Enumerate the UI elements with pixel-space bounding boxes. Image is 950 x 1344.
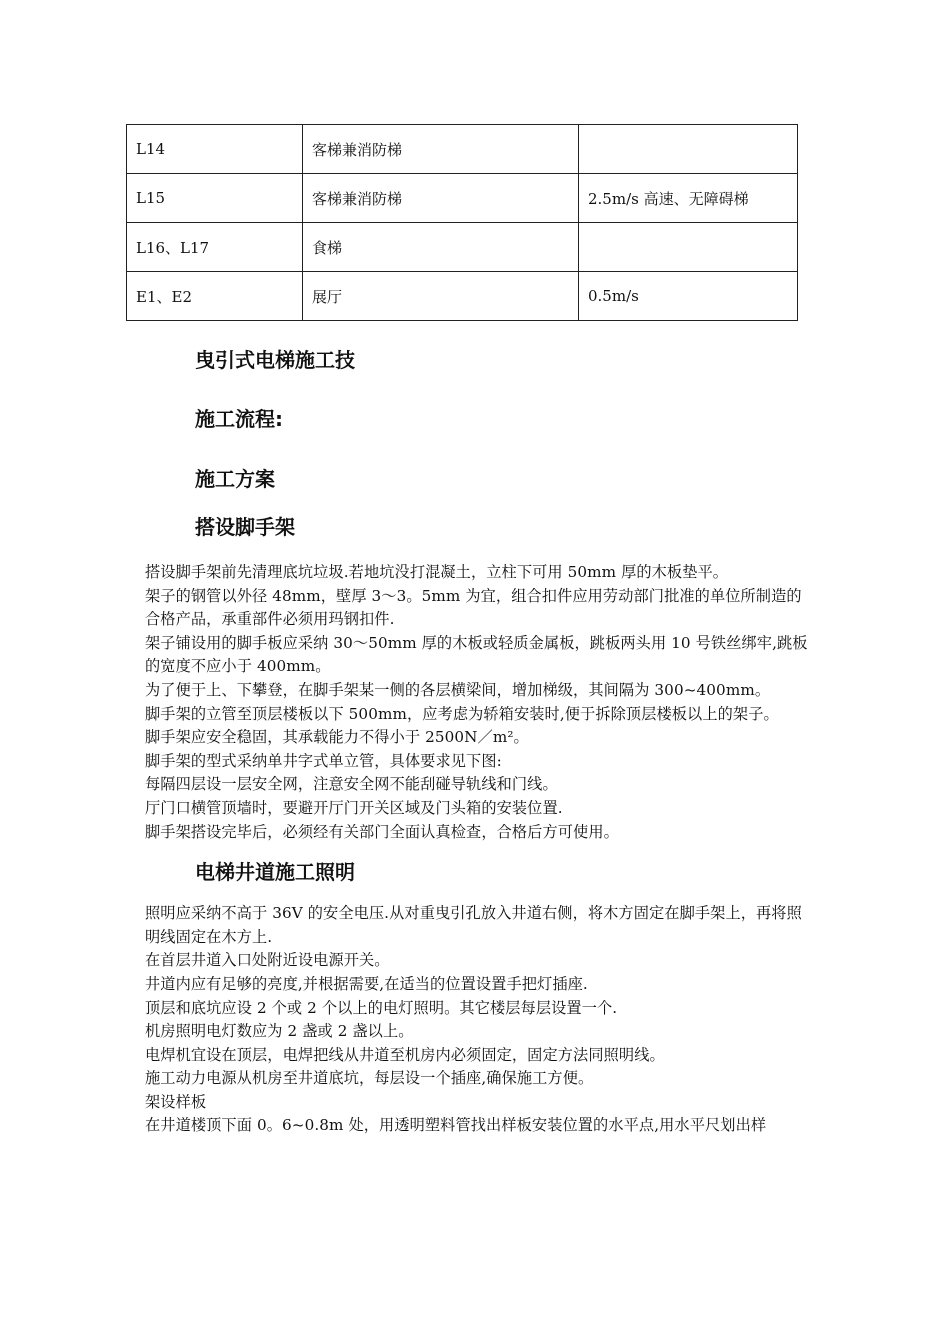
paragraph: 照明应采纳不高于 36V 的安全电压.从对重曳引孔放入井道右侧，将木方固定在脚手架上，再将照明线固定在木方上.: [145, 904, 802, 946]
paragraph: 脚手架的立管至顶层楼板以下 500mm，应考虑为轿箱安装时,便于拆除顶层楼板以上的架子。: [145, 704, 779, 723]
scaffold-body: [145, 561, 815, 1138]
section-heading-process: 施工流程:: [195, 407, 283, 431]
elevator-code-cell: L15: [127, 174, 303, 223]
paragraph: 机房照明电灯数应为 2 盏或 2 盏以上。: [145, 1022, 414, 1041]
paragraph: 在井道楼顶下面 0。6~0.8m 处，用透明塑料管找出样板安装位置的水平点,用水平尺划出样: [145, 1116, 767, 1135]
section-heading-plan: 施工方案: [195, 467, 275, 491]
paragraph: 脚手架搭设完毕后，必须经有关部门全面认真检查，合格后方可使用。: [145, 822, 619, 841]
paragraph: 为了便于上、下攀登，在脚手架某一侧的各层横梁间，增加梯级，其间隔为 300~400mm。: [145, 680, 771, 699]
elevator-note-cell: [579, 223, 798, 272]
elevator-note-cell: 0.5m/s: [579, 272, 798, 321]
elevator-note-cell: [579, 125, 798, 174]
section-heading-lighting: 电梯井道施工照明: [195, 860, 355, 885]
paragraph: 井道内应有足够的亮度,并根据需要,在适当的位置设置手把灯插座.: [145, 974, 588, 993]
table-row: [127, 174, 798, 223]
paragraph: 搭设脚手架前先清理底坑垃圾.若地坑没打混凝土，立柱下可用 50mm 厚的木板垫平。: [145, 563, 729, 581]
paragraph: 脚手架应安全稳固，其承载能力不得小于 2500N／m²。: [145, 728, 529, 747]
section-heading-traction-elevator: 曳引式电梯施工技: [195, 348, 355, 372]
elevator-type-cell: 展厅: [303, 272, 579, 321]
elevator-type-cell: 客梯兼消防梯: [303, 174, 579, 223]
elevator-type-cell: 食梯: [303, 223, 579, 272]
elevator-note-cell: 2.5m/s 高速、无障碍梯: [579, 174, 798, 223]
table-row: [127, 223, 798, 272]
elevator-code-cell: E1、E2: [127, 272, 303, 321]
section-heading-scaffold: 搭设脚手架: [195, 515, 295, 539]
paragraph: 架子铺设用的脚手板应采纳 30～50mm 厚的木板或轻质金属板，跳板两头用 10 号铁丝绑牢,跳板的宽度不应小于 400mm。: [145, 633, 808, 676]
paragraph: 顶层和底坑应设 2 个或 2 个以上的电灯照明。其它楼层每层设置一个.: [145, 998, 618, 1017]
elevator-code-cell: L14: [127, 125, 303, 174]
table-row: [127, 272, 798, 321]
paragraph: 架子的钢管以外径 48mm，壁厚 3～3。5mm 为宜，组合扣件应用劳动部门批准的单位所制造的合格产品，承重部件必须用玛钢扣件.: [145, 586, 802, 629]
paragraph: 厅门口横管顶墙时，要避开厅门开关区域及门头箱的安装位置.: [145, 798, 563, 817]
paragraph: 脚手架的型式采纳单井字式单立管，具体要求见下图:: [145, 751, 502, 770]
paragraph: 电焊机宜设在顶层，电焊把线从井道至机房内必须固定，固定方法同照明线。: [145, 1045, 665, 1064]
paragraph: 施工动力电源从机房至井道底坑，每层设一个插座,确保施工方便。: [145, 1069, 594, 1088]
elevator-table: [126, 124, 798, 321]
paragraph: 架设样板: [145, 1092, 207, 1111]
elevator-type-cell: 客梯兼消防梯: [303, 125, 579, 174]
table-row: [127, 125, 798, 174]
paragraph: 在首层井道入口处附近设电源开关。: [145, 951, 390, 970]
paragraph: 每隔四层设一层安全网，注意安全网不能刮碰导轨线和门线。: [145, 775, 558, 794]
elevator-code-cell: L16、L17: [127, 223, 303, 272]
